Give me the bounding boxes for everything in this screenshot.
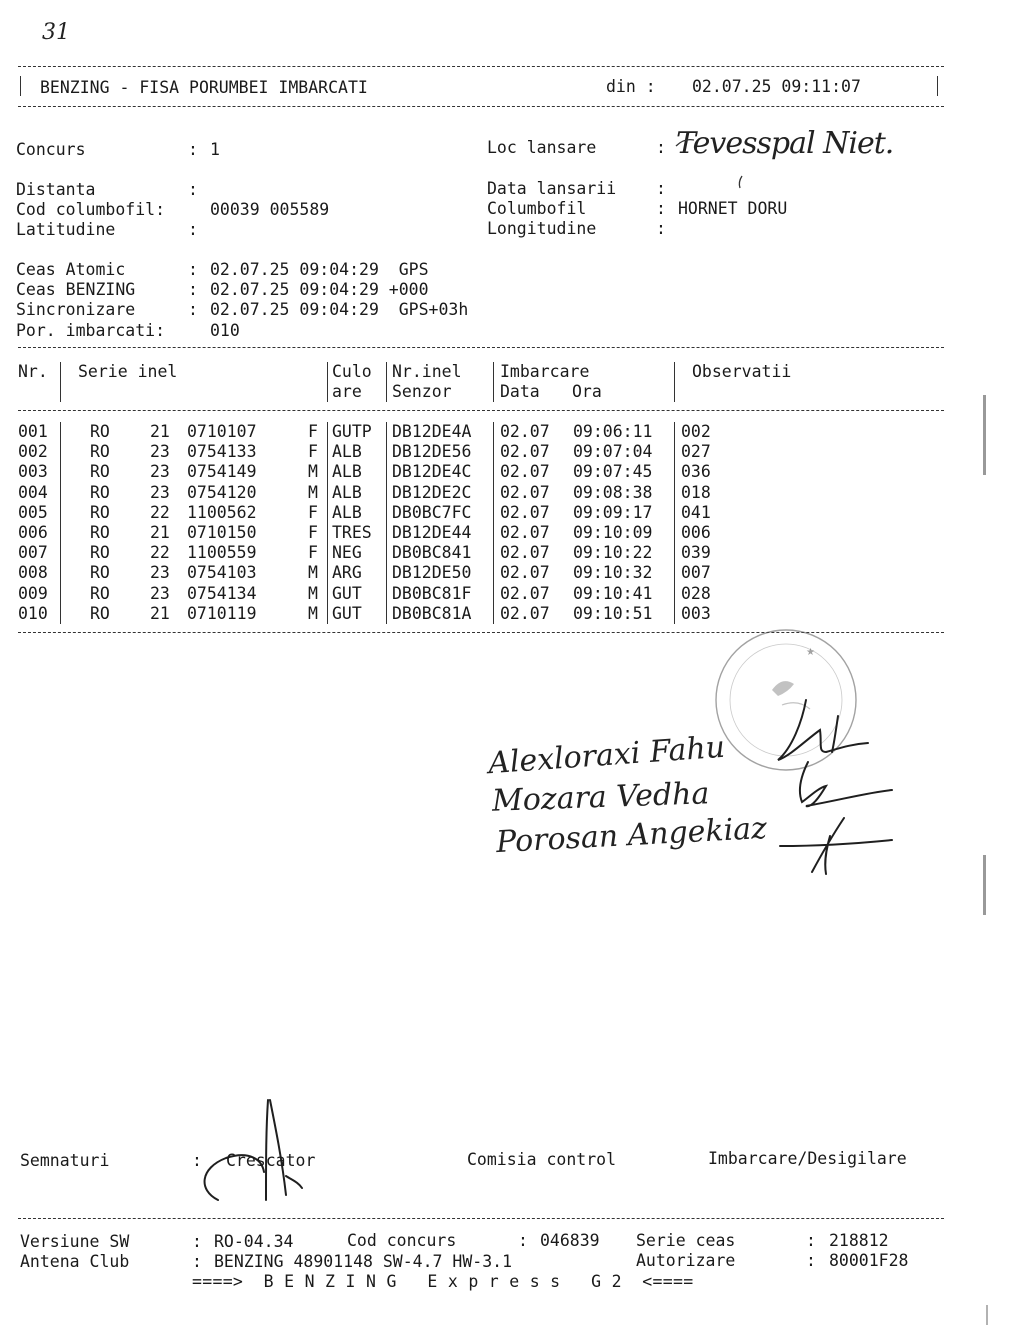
cell-ora: 09:08:38 (573, 482, 653, 502)
cell-ora: 09:09:17 (573, 502, 653, 522)
cell-senzor: DB0BC81F (392, 583, 472, 603)
cell-observatii: 003 (681, 603, 711, 623)
comisia-control-label: Comisia control (467, 1150, 617, 1169)
cell-ora: 09:10:51 (573, 603, 653, 623)
col-ora-header: Ora (572, 382, 602, 401)
cell-ora: 09:10:41 (573, 583, 653, 603)
cell-senzor: DB12DE4C (392, 462, 472, 482)
body-sep-nr (60, 422, 61, 624)
divider-header (18, 106, 944, 107)
cell-nr: 008 (18, 563, 48, 583)
cell-nr: 006 (18, 523, 48, 542)
cell-data: 02.07 (500, 482, 550, 502)
col-senzor-header-2: Senzor (392, 382, 452, 401)
columbofil-label: Columbofil (487, 199, 587, 218)
cell-an: 23 (150, 482, 170, 502)
concurs-value: 1 (210, 140, 220, 159)
ceas-atomic-sep: : (188, 260, 198, 279)
cell-inel: 0710119 (187, 603, 257, 623)
header-left-bar (20, 76, 21, 96)
cell-culoare: TRES (332, 523, 372, 542)
ceas-atomic-value: 02.07.25 09:04:29 GPS (210, 260, 429, 279)
cod-columbofil-label: Cod columbofil: (16, 200, 166, 219)
cell-nr: 003 (18, 462, 48, 482)
cell-tara: RO (90, 442, 110, 462)
versiune-sw-sep: : (192, 1232, 202, 1251)
divider-top (18, 66, 944, 67)
por-imbarcati-value: 010 (210, 321, 240, 340)
cell-tara: RO (90, 422, 110, 441)
versiune-sw-value: RO-04.34 (214, 1232, 294, 1251)
cell-observatii: 007 (681, 563, 711, 583)
cell-observatii: 028 (681, 583, 711, 603)
cell-inel: 0754134 (187, 583, 257, 603)
crescator-label: Crescator (226, 1151, 316, 1170)
autorizare-label: Autorizare (636, 1251, 736, 1270)
semnaturi-label: Semnaturi (20, 1151, 110, 1170)
cell-senzor: DB0BC81A (392, 603, 472, 623)
sincronizare-value: 02.07.25 09:04:29 GPS+03h (210, 300, 469, 319)
cell-observatii: 018 (681, 482, 711, 502)
header-sep-senzor (386, 362, 387, 402)
cell-inel: 0754133 (187, 442, 257, 462)
divider-footer (18, 1218, 944, 1219)
cell-inel: 0754120 (187, 482, 257, 502)
serie-ceas-sep: : (806, 1231, 816, 1250)
ceas-atomic-label: Ceas Atomic (16, 260, 126, 279)
longitudine-sep: : (656, 219, 666, 238)
page-number: 31 (42, 20, 70, 45)
antena-club-label: Antena Club (20, 1252, 130, 1271)
ceas-benzing-value: 02.07.25 09:04:29 +000 (210, 280, 429, 299)
longitudine-label: Longitudine (487, 219, 597, 238)
header-sep-nr (60, 362, 61, 402)
cell-data: 02.07 (500, 462, 550, 482)
semnaturi-sep: : (192, 1151, 202, 1170)
cod-concurs-label: Cod concurs (347, 1231, 457, 1250)
cell-culoare: NEG (332, 543, 362, 563)
col-observatii-header: Observatii (692, 362, 792, 381)
header-sep-culoare (327, 362, 328, 402)
cell-inel: 0754149 (187, 462, 257, 482)
cell-tara: RO (90, 543, 110, 563)
cell-tara: RO (90, 523, 110, 542)
cell-an: 21 (150, 422, 170, 441)
body-sep-observatii (674, 422, 675, 624)
body-sep-senzor (386, 422, 387, 624)
handwritten-name-2: Mozara Vedha (491, 776, 710, 819)
concurs-label: Concurs (16, 140, 86, 159)
cell-observatii: 041 (681, 502, 711, 522)
por-imbarcati-label: Por. imbarcati: (16, 321, 166, 340)
cell-an: 23 (150, 462, 170, 482)
cell-an: 21 (150, 523, 170, 542)
serie-ceas-value: 218812 (829, 1231, 889, 1250)
cod-concurs-sep: : (518, 1231, 528, 1250)
cell-an: 21 (150, 603, 170, 623)
cell-tara: RO (90, 563, 110, 583)
cell-an: 22 (150, 543, 170, 563)
cell-inel: 0710150 (187, 523, 257, 542)
cell-observatii: 036 (681, 462, 711, 482)
cell-culoare: ALB (332, 502, 362, 522)
col-culoare-header-1: Culo (332, 362, 372, 381)
cell-inel: 0710107 (187, 422, 257, 441)
body-sep-culoare (327, 422, 328, 624)
cell-nr: 001 (18, 422, 48, 441)
latitudine-label: Latitudine (16, 220, 116, 239)
cell-ora: 09:06:11 (573, 422, 653, 441)
cell-culoare: ALB (332, 462, 362, 482)
cell-an: 23 (150, 583, 170, 603)
cell-culoare: ALB (332, 442, 362, 462)
cell-tara: RO (90, 482, 110, 502)
cell-nr: 004 (18, 482, 48, 502)
antena-club-sep: : (192, 1252, 202, 1271)
col-nr-header: Nr. (18, 362, 48, 381)
col-data-header: Data (500, 382, 540, 401)
cell-observatii: 039 (681, 543, 711, 563)
header-sep-imbarcare (493, 362, 494, 402)
cell-ora: 09:10:32 (573, 563, 653, 583)
cell-ora: 09:10:09 (573, 523, 653, 542)
cell-culoare: GUT (332, 603, 362, 623)
document-title: BENZING - FISA PORUMBEI IMBARCATI (40, 78, 368, 97)
cell-nr: 002 (18, 442, 48, 462)
benzing-express-banner: ====> B E N Z I N G E x p r e s s G 2 <==== (192, 1272, 694, 1291)
cell-nr: 005 (18, 502, 48, 522)
serie-ceas-label: Serie ceas (636, 1231, 736, 1250)
cell-an: 23 (150, 563, 170, 583)
cell-tara: RO (90, 502, 110, 522)
cell-inel: 1100559 (187, 543, 257, 563)
header-sep-observatii (674, 362, 675, 402)
scan-mark-1 (983, 395, 986, 475)
loc-lansare-sep: : (656, 138, 666, 157)
cell-tara: RO (90, 583, 110, 603)
cell-sex: F (308, 543, 318, 563)
cell-sex: F (308, 442, 318, 462)
latitudine-sep: : (188, 220, 198, 239)
cell-nr: 010 (18, 603, 48, 623)
header-date-value: 02.07.25 09:11:07 (692, 77, 861, 96)
cell-observatii: 002 (681, 422, 711, 441)
cell-inel: 1100562 (187, 502, 257, 522)
cell-sex: M (308, 563, 318, 583)
cell-data: 02.07 (500, 563, 550, 583)
distanta-label: Distanta (16, 180, 96, 199)
cell-culoare: GUTP (332, 422, 372, 441)
cell-observatii: 027 (681, 442, 711, 462)
cell-nr: 007 (18, 543, 48, 563)
cell-senzor: DB12DE56 (392, 442, 472, 462)
cell-senzor: DB12DE4A (392, 422, 472, 441)
divider-table-top (18, 347, 944, 348)
cell-sex: M (308, 583, 318, 603)
header-right-bar (937, 76, 938, 96)
cell-tara: RO (90, 462, 110, 482)
data-lansarii-label: Data lansarii (487, 179, 617, 198)
cell-senzor: DB0BC7FC (392, 502, 472, 522)
cell-senzor: DB12DE2C (392, 482, 472, 502)
cell-data: 02.07 (500, 422, 550, 441)
cell-an: 23 (150, 442, 170, 462)
divider-table-header (18, 410, 944, 411)
columbofil-sep: : (656, 199, 666, 218)
autorizare-sep: : (806, 1251, 816, 1270)
versiune-sw-label: Versiune SW (20, 1232, 130, 1251)
cell-sex: M (308, 603, 318, 623)
cell-inel: 0754103 (187, 563, 257, 583)
autorizare-value: 80001F28 (829, 1251, 909, 1270)
cell-data: 02.07 (500, 583, 550, 603)
cell-sex: F (308, 502, 318, 522)
antena-club-value: BENZING 48901148 SW-4.7 HW-3.1 (214, 1252, 513, 1271)
cell-culoare: ARG (332, 563, 362, 583)
cell-sex: F (308, 422, 318, 441)
cell-sex: F (308, 523, 318, 542)
columbofil-value: HORNET DORU (678, 199, 788, 218)
sincronizare-label: Sincronizare (16, 300, 136, 319)
loc-lansare-handwritten: Tevesspal Niet. (676, 126, 894, 161)
cell-sex: M (308, 462, 318, 482)
ceas-benzing-label: Ceas BENZING (16, 280, 136, 299)
cell-an: 22 (150, 502, 170, 522)
svg-text:★: ★ (806, 647, 815, 658)
cell-ora: 09:10:22 (573, 543, 653, 563)
handwritten-name-1: Alexloraxi Fahu (487, 729, 727, 782)
cell-senzor: DB12DE44 (392, 523, 472, 542)
cell-senzor: DB0BC841 (392, 543, 472, 563)
cell-ora: 09:07:04 (573, 442, 653, 462)
cell-data: 02.07 (500, 523, 550, 542)
cell-data: 02.07 (500, 442, 550, 462)
col-imbarcare-header: Imbarcare (500, 362, 590, 381)
cell-nr: 009 (18, 583, 48, 603)
divider-table-bottom (18, 632, 944, 633)
concurs-sep: : (188, 140, 198, 159)
col-senzor-header-1: Nr.inel (392, 362, 462, 381)
cell-data: 02.07 (500, 603, 550, 623)
scan-mark-3 (986, 1305, 988, 1325)
cell-ora: 09:07:45 (573, 462, 653, 482)
cell-tara: RO (90, 603, 110, 623)
scan-mark-2 (983, 855, 986, 915)
cell-culoare: ALB (332, 482, 362, 502)
cell-data: 02.07 (500, 502, 550, 522)
data-lansarii-sep: : (656, 179, 666, 198)
ceas-benzing-sep: : (188, 280, 198, 299)
body-sep-imbarcare (493, 422, 494, 624)
col-serie-header: Serie inel (78, 362, 178, 381)
header-date-label: din : (606, 77, 656, 96)
cell-senzor: DB12DE50 (392, 563, 472, 583)
cod-concurs-value: 046839 (540, 1231, 600, 1250)
sincronizare-sep: : (188, 300, 198, 319)
loc-lansare-label: Loc lansare (487, 138, 597, 157)
cod-columbofil-value: 00039 005589 (210, 200, 330, 219)
cell-culoare: GUT (332, 583, 362, 603)
cell-data: 02.07 (500, 543, 550, 563)
imbarcare-desigilare-label: Imbarcare/Desigilare (708, 1149, 907, 1168)
distanta-sep: : (188, 180, 198, 199)
col-culoare-header-2: are (332, 382, 362, 401)
handwritten-name-3: Porosan Angekiaz (495, 810, 768, 861)
cell-sex: M (308, 482, 318, 502)
cell-observatii: 006 (681, 523, 711, 542)
